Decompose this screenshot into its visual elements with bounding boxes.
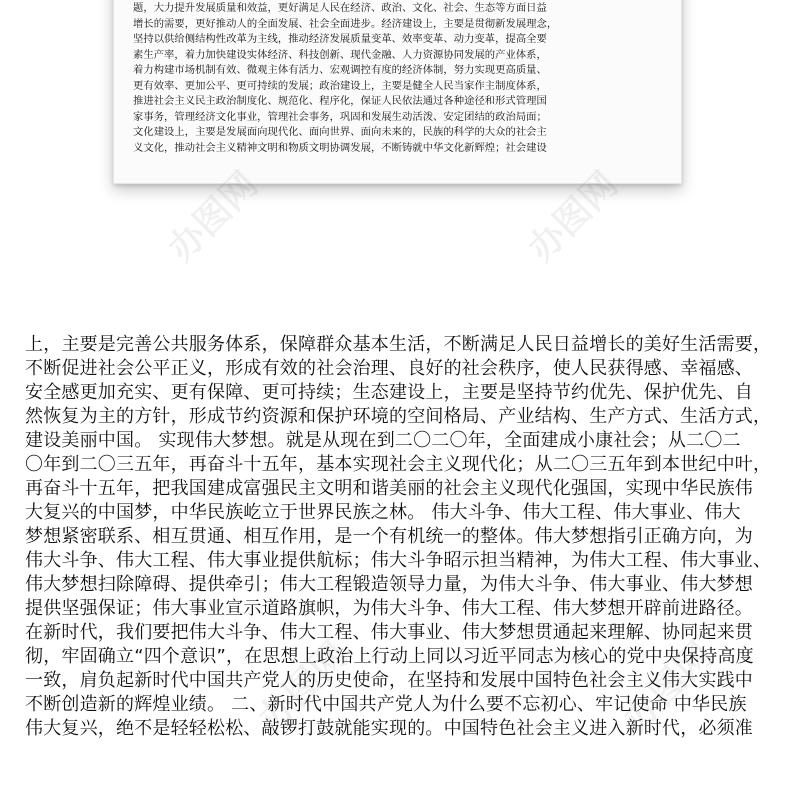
body-line: 不断促进社会公平正义，形成有效的社会治理、良好的社会秩序，使人民获得感、幸福感、 [25, 358, 753, 379]
watermark-mark: 办图网 [615, 634, 722, 740]
body-line: 提供坚强保证；伟大事业宣示道路旗帜，为伟大斗争、伟大工程、伟大梦想开辟前进路径。 [25, 598, 753, 619]
body-line: 彻，牢固确立“四个意识”，在思想上政治上行动上同以习近平同志为核心的党中央保持高度 [25, 646, 754, 667]
page-preview-area [0, 0, 800, 300]
body-line: 大复兴的中国梦，中华民族屹立于世界民族之林。 伟大斗争、伟大工程、伟大事业、伟大 [25, 502, 741, 523]
page-preview-line: 素生产率，着力加快建设实体经济、科技创新、现代金融、人力资源协同发展的产业体系， [133, 48, 547, 61]
body-line: 伟大斗争、伟大工程、伟大事业提供航标；伟大斗争昭示担当精神，为伟大工程、伟大事业、 [25, 550, 772, 571]
page-preview-text [133, 1, 665, 156]
body-line: 上，主要是完善公共服务体系，保障群众基本生活，不断满足人民日益增长的美好生活需要， [25, 334, 772, 355]
page-preview-card [113, 0, 682, 184]
page-preview-line: 题，大力提升发展质量和效益，更好满足人民在经济、政治、文化、社会、生态等方面日益 [133, 2, 547, 14]
body-line: 伟大复兴，绝不是轻轻松松、敲锣打鼓就能实现的。中国特色社会主义进入新时代，必须准 [25, 718, 753, 739]
body-line: 不断创造新的辉煌业绩。 二、新时代中国共产党人为什么要不忘初心、牢记使命 中华民族 [25, 694, 747, 715]
watermark-mark: 办图网 [250, 634, 357, 740]
page-preview-line: 推进社会主义民主政治制度化、规范化、程序化，保证人民依法通过各种途径和形式管理国 [133, 95, 547, 107]
body-line: 伟大梦想扫除障碍、提供牵引；伟大工程锻造领导力量，为伟大斗争、伟大事业、伟大梦想 [25, 574, 753, 595]
body-line: 建设美丽中国。 实现伟大梦想。就是从现在到二〇二〇年，全面建成小康社会；从二〇二 [25, 430, 741, 451]
page-preview-line: 家事务，管理经济文化事业，管理社会事务，巩固和发展生动活泼、安定团结的政治局面； [133, 110, 547, 123]
body-line: 〇年到二〇三五年，再奋斗十五年，基本实现社会主义现代化；从二〇三五年到本世纪中叶， [25, 454, 772, 475]
page-preview-line: 增长的需要，更好推动人的全面发展、社会全面进步。经济建设上，主要是贯彻新发展理念， [133, 17, 558, 30]
body-line: 一致，肩负起新时代中国共产党人的历史使命，在坚持和发展中国特色社会主义伟大实践中 [25, 670, 753, 691]
page-preview-line: 文化建设上，主要是发展面向现代化、面向世界、面向未来的，民族的科学的大众的社会主 [133, 126, 547, 138]
body-line: 梦想紧密联系、相互贯通、相互作用，是一个有机统一的整体。伟大梦想指引正确方向，为 [25, 526, 753, 547]
page-preview-line: 义文化，推动社会主义精神文明和物质文明协调发展，不断铸就中华文化新辉煌；社会建设 [133, 141, 547, 154]
body-line: 再奋斗十五年，把我国建成富强民主文明和谐美丽的社会主义现代化强国，实现中华民族伟 [25, 478, 753, 499]
page-preview-line: 更有效率、更加公平、更可持续的发展；政治建设上，主要是健全人民当家作主制度体系， [133, 79, 547, 92]
page-preview-line: 着力构建市场机制有效、微观主体有活力、宏观调控有度的经济体制，努力实现更高质量、 [133, 64, 547, 76]
body-line: 然恢复为主的方针，形成节约资源和保护环境的空间格局、产业结构、生产方式、生活方式， [25, 406, 772, 427]
body-line: 在新时代，我们要把伟大斗争、伟大工程、伟大事业、伟大梦想贯通起来理解、协同起来贯 [25, 622, 753, 643]
page-preview-line: 坚持以供给侧结构性改革为主线，推动经济发展质量变革、效率变革、动力变革，提高全要 [133, 33, 547, 45]
body-line: 安全感更加充实、更有保障、更可持续；生态建设上，主要是坚持节约优先、保护优先、自 [25, 382, 753, 403]
body-text [25, 333, 775, 741]
